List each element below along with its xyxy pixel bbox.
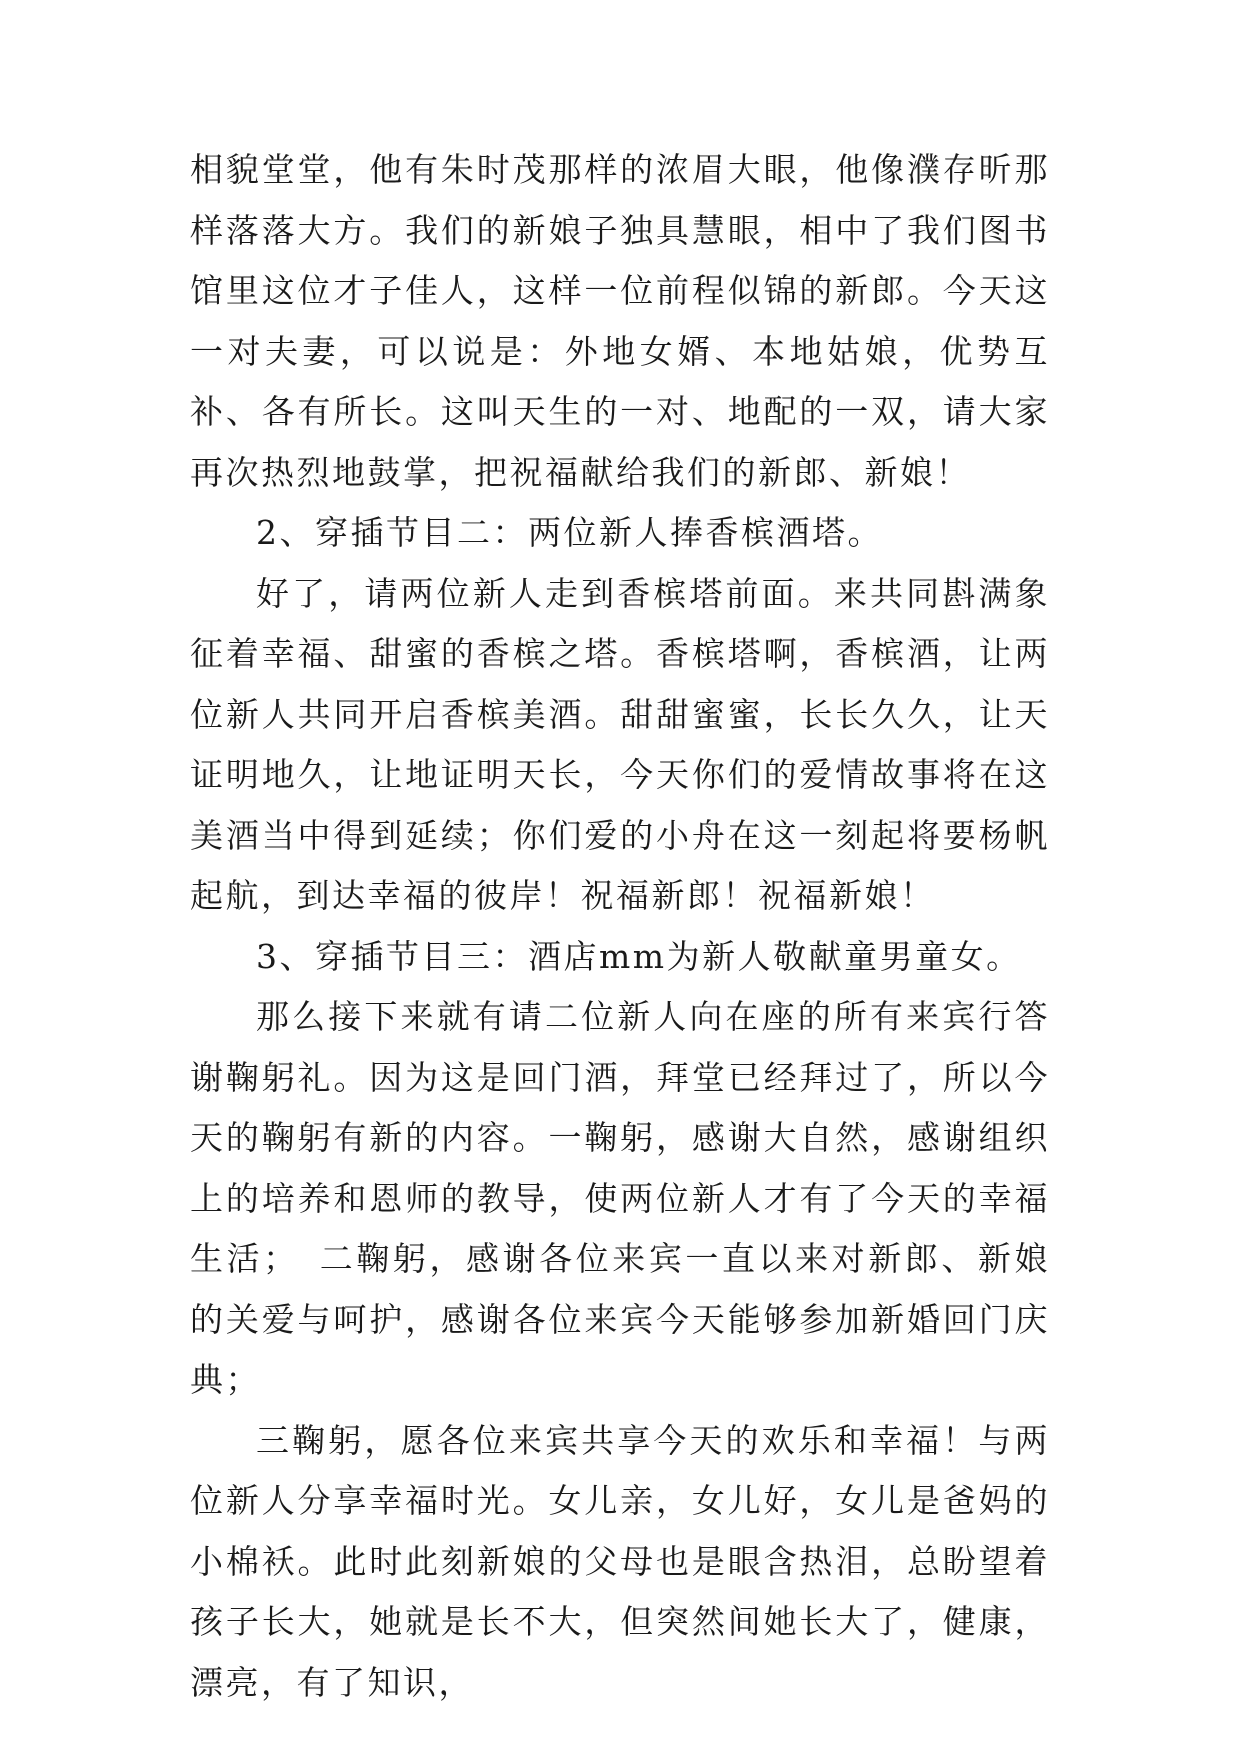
document-body [190,140,1050,1713]
paragraph-bowing-ceremony: 那么接下来就有请二位新人向在座的所有来宾行答谢鞠躬礼。因为这是回门酒，拜堂已经拜过了，所以今天的鞠躬有新的内容。一鞠躬，感谢大自然，感谢组织上的培养和恩师的教导，使两位新人才有了今天的幸福生活； 二鞠躬，感谢各位来宾一直以来对新郎、新娘的关爱与呵护，感谢各位来宾今天能够参加新婚回门庆典； [190,997,1050,1399]
paragraph-third-bow: 三鞠躬，愿各位来宾共享今天的欢乐和幸福！与两位新人分享幸福时光。女儿亲，女儿好，女儿是爸妈的小棉袄。此时此刻新娘的父母也是眼含热泪，总盼望着孩子长大，她就是长不大，但突然间她长大了，健康，漂亮，有了知识， [190,1420,1050,1702]
paragraph-groom-praise: 相貌堂堂，他有朱时茂那样的浓眉大眼，他像濮存昕那样落落大方。我们的新娘子独具慧眼，相中了我们图书馆里这位才子佳人，这样一位前程似锦的新郎。今天这一对夫妻，可以说是：外地女婿、本地姑娘，优势互补、各有所长。这叫天生的一对、地配的一双，请大家再次热烈地鼓掌，把祝福献给我们的新郎、新娘！ [190,150,1050,492]
paragraph-program-2-heading: 2、穿插节目二：两位新人捧香槟酒塔。 [256,513,883,552]
paragraph-champagne-tower: 好了，请两位新人走到香槟塔前面。来共同斟满象征着幸福、甜蜜的香槟之塔。香槟塔啊，香槟酒，让两位新人共同开启香槟美酒。甜甜蜜蜜，长长久久，让天证明地久，让地证明天长，今天你们的爱情故事将在这美酒当中得到延续；你们爱的小舟在这一刻起将要杨帆起航，到达幸福的彼岸！祝福新郎！祝福新娘！ [190,573,1050,915]
paragraph-program-3-heading: 3、穿插节目三：酒店mm为新人敬献童男童女。 [256,936,1022,976]
